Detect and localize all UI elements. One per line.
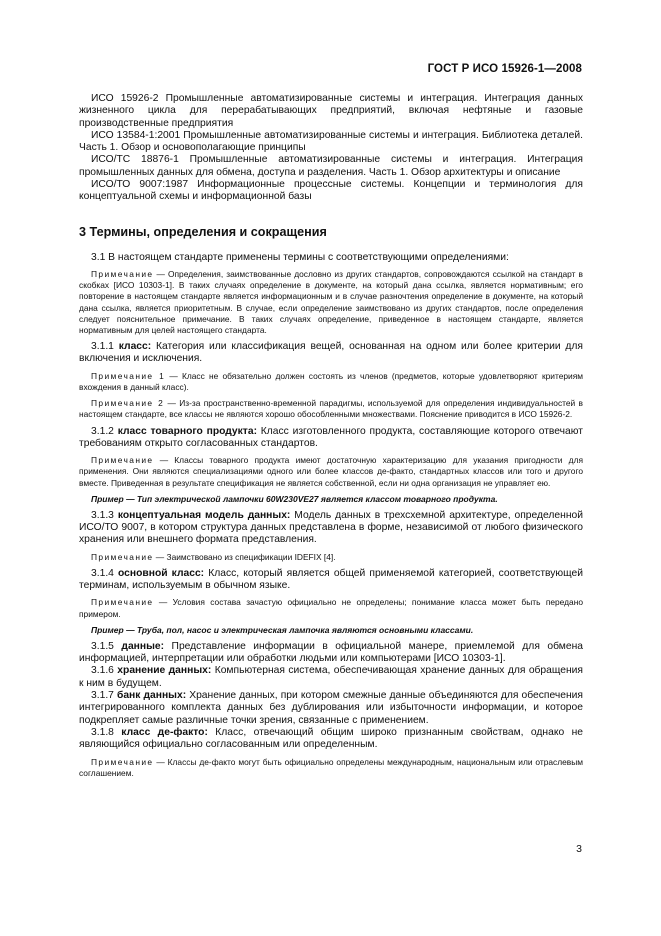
term-name: концептуальная модель данных: xyxy=(117,509,291,521)
note-3-1-2 xyxy=(79,455,583,489)
note-definitions xyxy=(79,269,583,336)
reference-iso-13584-1: ИСО 13584-1:2001 Промышленные автоматизированные системы и интеграция. Библиотека деталей. Часть 1. Обзор и основополагающие принципы xyxy=(79,129,583,154)
note-label: Примечание xyxy=(91,455,154,466)
note-label: Примечание xyxy=(91,756,154,767)
term-name: хранение данных: xyxy=(117,665,212,677)
term-definition: Представление информации в официальной манере, приемлемой для обмена информацией, интерпретации или обработки людьми или компьютерами [ИСО 10303-1]. xyxy=(79,640,583,665)
term-number: 3.1.2 xyxy=(91,425,114,437)
term-definition: Хранение данных, при котором смежные данные объединяются для обеспечения интегрированного комплекта данных без дублирования или избыточности информации, и которое подкрепляет самые различные точки зрения, связанные с применением. xyxy=(79,690,583,726)
term-name: класс де-факто: xyxy=(121,726,208,738)
note-text: — Классы товарного продукта имеют достаточную характеризацию для указания пригодности для применения. Они являются специализациями одного или более классов де-факто, стандартных классов или того и другого вместе. Приведенная в результате спецификация не является собственной, если ни одна организация не управляет ею. xyxy=(79,455,583,488)
term-definition: Класс, который является общей применяемой категорией, соответствующей терминам, используемым в обычном языке. xyxy=(79,567,583,592)
note-3-1-3 xyxy=(79,552,583,563)
term-name: основной класс: xyxy=(118,567,205,579)
note-text: — Определения, заимствованные дословно из других стандартов, сопровождаются ссылкой на стандарт в скобках [ИСО 10303-1]. В таких случаях определение в документе, на который дана ссылка, является нормативным; его повторение в настоящем стандарте является информационным и в случае разночтения определение в документе, на который дана ссылка, является приоритетным. В случае, если определение заимствовано из других стандартов, после определения следует пояснительное примечание. В таких случаях определение, приведенное в настоящем стандарте, является нормативным для целей настоящего стандарта. xyxy=(79,268,583,335)
term-number: 3.1.7 xyxy=(91,690,114,702)
term-number: 3.1.5 xyxy=(91,640,114,652)
term-3-1-2 xyxy=(79,426,583,451)
note-label: Примечание xyxy=(91,597,154,608)
term-definition: Класс изготовленного продукта, составляющие которого отвечают требованиям открыто согласованных стандартов. xyxy=(79,425,583,449)
section-intro: 3.1 В настоящем стандарте применены термины с соответствующими определениями: xyxy=(91,251,509,263)
page-number: 3 xyxy=(576,843,582,855)
section-heading: 3 Термины, определения и сокращения xyxy=(79,224,327,239)
term-3-1-5 xyxy=(79,641,583,666)
term-number: 3.1.1 xyxy=(91,341,114,353)
term-name: банк данных: xyxy=(116,690,187,702)
term-definition: Класс, отвечающий общим широко признанным свойствам, однако не являющийся официально согласованным или определенным. xyxy=(79,726,583,751)
term-number: 3.1.4 xyxy=(91,567,114,579)
term-name: класс: xyxy=(118,341,152,353)
term-3-1-4 xyxy=(79,568,583,593)
note-3-1-8 xyxy=(79,757,583,779)
term-definition: Категория или классификация вещей, основанная на одном или более критерии для включения и исключения. xyxy=(79,341,583,365)
note-text: — Классы де-факто могут быть официально определены международным, национальным или отраслевым соглашением. xyxy=(79,756,583,778)
term-definition: Модель данных в трехсхемной архитектуре, определенной ИСО/ТО 9007, в котором структура данных представлена в форме, независимой от любого физического хранения или внешнего формата представления. xyxy=(79,509,583,546)
reference-iso-15926-2: ИСО 15926-2 Промышленные автоматизированные системы и интеграция. Интеграция данных жизненного цикла для перерабатывающих предприятий, включая нефтяные и газовые производственные предприятия xyxy=(79,93,583,129)
note-3-1-1-b xyxy=(79,398,583,420)
reference-iso-to-9007: ИСО/ТО 9007:1987 Информационные процессные системы. Концепции и терминология для концептуальной схемы и информационной базы xyxy=(79,179,583,203)
example-3-1-4: Пример — Труба, пол, насос и электрическая лампочка являются основными классами. xyxy=(91,624,474,635)
document-code: ГОСТ Р ИСО 15926-1—2008 xyxy=(427,63,582,75)
term-name: данные: xyxy=(121,640,165,652)
term-3-1-8 xyxy=(79,727,583,752)
term-3-1-7 xyxy=(79,690,583,727)
note-text: — Заимствовано из спецификации IDEFIX [4]. xyxy=(153,551,336,562)
note-3-1-4 xyxy=(79,597,583,619)
page-body xyxy=(79,93,583,779)
note-label: Примечание 1 xyxy=(91,370,166,381)
note-3-1-1-a xyxy=(79,371,583,393)
reference-iso-ts-18876-1: ИСО/ТС 18876-1 Промышленные автоматизированные системы и интеграция. Интеграция промышленных данных для обмена, доступа и разделения. Часть 1. Обзор архитектуры и описание xyxy=(79,154,583,178)
term-3-1-6 xyxy=(79,665,583,690)
term-3-1-1 xyxy=(79,341,583,366)
term-3-1-3 xyxy=(79,510,583,547)
note-label: Примечание 2 xyxy=(91,398,165,409)
note-label: Примечание xyxy=(91,551,154,562)
note-text: — Условия состава зачастую официально не определены; понимание класса может быть передано примером. xyxy=(79,597,583,619)
term-number: 3.1.3 xyxy=(91,509,114,521)
note-label: Примечание xyxy=(91,268,154,279)
note-text: — Класс не обязательно должен состоять из членов (предметов, которые удовлетворяют критериям вхождения в данный класс). xyxy=(79,370,583,392)
term-number: 3.1.6 xyxy=(91,665,114,677)
term-number: 3.1.8 xyxy=(91,726,114,738)
example-3-1-2: Пример — Тип электрической лампочки 60W230VE27 является классом товарного продукта. xyxy=(91,493,498,504)
note-text: — Из-за пространственно-временной парадигмы, используемой для определения индивидуальностей в настоящем стандарте, все классы не являются хорошо обособленными множествами. Пояснение приводится в ИСО 15926-2. xyxy=(79,398,583,420)
term-name: класс товарного продукта: xyxy=(117,425,257,437)
term-definition: Компьютерная система, обеспечивающая хранение данных для обращения к ним в будущем. xyxy=(79,665,583,689)
